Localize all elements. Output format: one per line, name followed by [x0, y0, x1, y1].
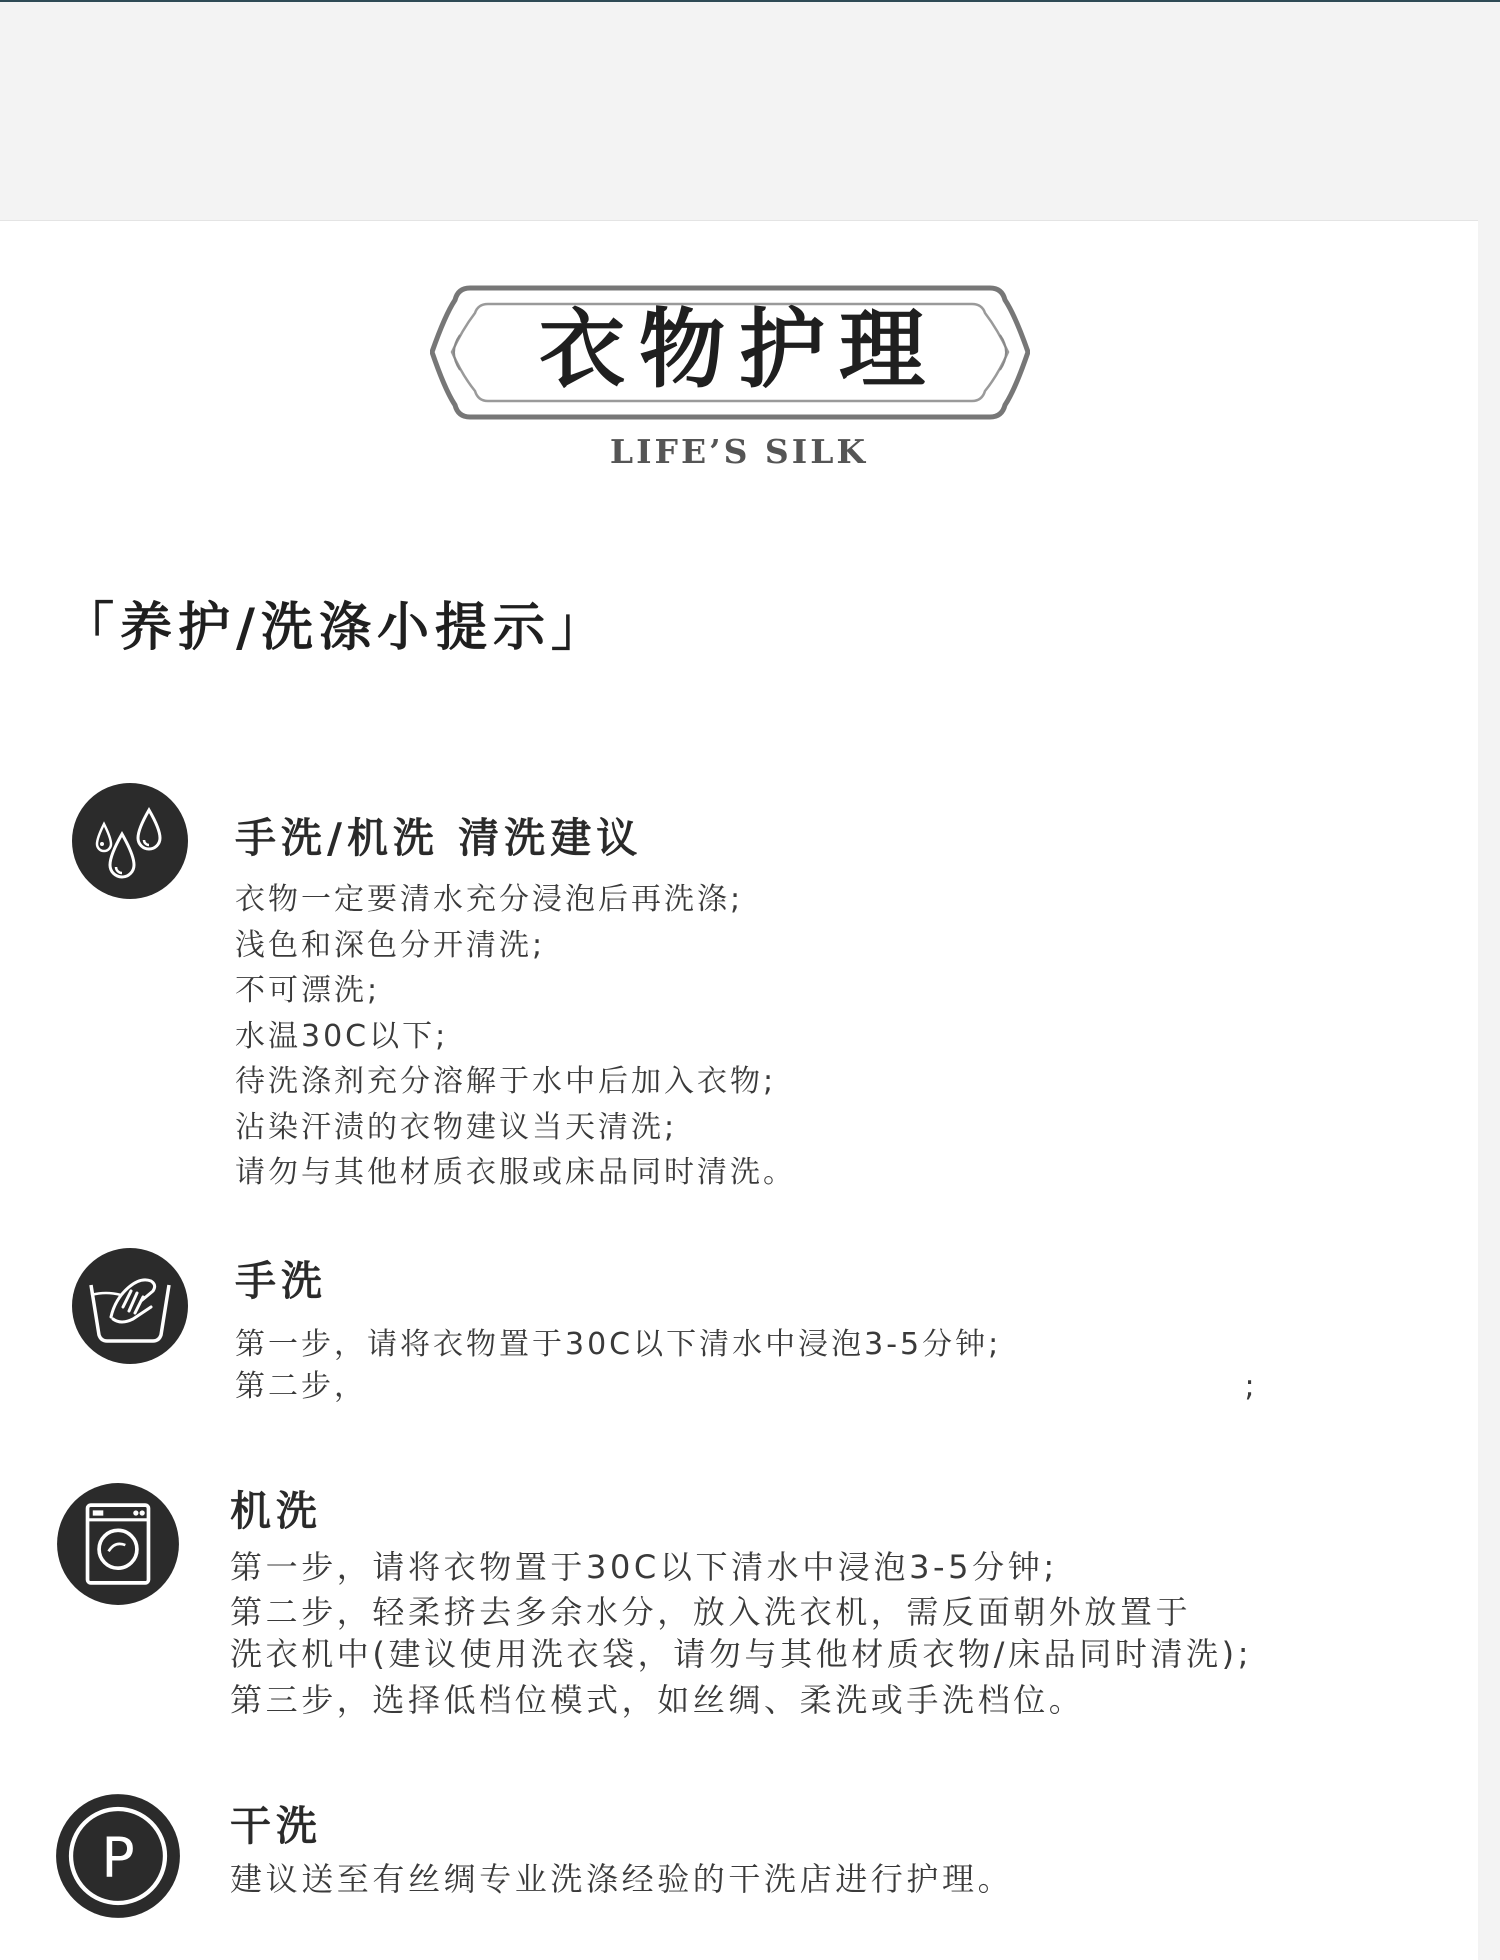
machine-wash-steps — [230, 1542, 1252, 1724]
list-item: 第二步，轻柔挤去多余水分，放入洗衣机，需反面朝外放置于 — [230, 1593, 1192, 1631]
list-item: 水温30C以下; — [235, 1018, 449, 1054]
list-item: 第一步，请将衣物置于30C以下清水中浸泡3-5分钟; — [230, 1548, 1058, 1586]
section-title-wash-advice: 手洗/机洗 清洗建议 — [235, 814, 643, 862]
list-item: 建议送至有丝绸专业洗涤经验的干洗店进行护理。 — [230, 1860, 1014, 1898]
dry-clean-advice — [230, 1856, 1013, 1902]
section-title-dry-clean: 干洗 — [230, 1802, 322, 1850]
dry-clean-letter: P — [101, 1825, 135, 1891]
section-title-hand-wash: 手洗 — [235, 1257, 327, 1305]
list-item: 第三步，选择低档位模式，如丝绸、柔洗或手洗档位。 — [230, 1681, 1085, 1719]
list-item: 第二步， ; — [235, 1369, 1258, 1404]
tips-heading: 「养护/洗涤小提示」 — [62, 598, 609, 658]
section-title-machine-wash: 机洗 — [230, 1487, 322, 1535]
hand-wash-steps — [235, 1324, 1258, 1408]
washing-machine-icon — [56, 1482, 180, 1606]
top-border-line — [0, 0, 1500, 2]
list-item: 衣物一定要清水充分浸泡后再洗涤; — [235, 882, 744, 917]
right-margin-strip — [1478, 220, 1500, 1959]
list-item: 不可漂洗; — [235, 973, 381, 1008]
wash-advice-list — [235, 877, 796, 1196]
list-item: 第一步，请将衣物置于30C以下清水中浸泡3-5分钟; — [235, 1327, 1002, 1362]
list-item: 请勿与其他材质衣服或床品同时清洗。 — [235, 1155, 796, 1190]
list-item: 沾染汗渍的衣物建议当天清洗; — [235, 1109, 678, 1145]
list-item: 洗衣机中(建议使用洗衣袋，请勿与其他材质衣物/床品同时清洗); — [230, 1635, 1253, 1673]
hand-wash-icon — [71, 1247, 189, 1365]
page-title: 衣物护理 — [539, 299, 939, 400]
dry-clean-p-icon — [55, 1793, 181, 1919]
list-item: 浅色和深色分开清洗; — [235, 927, 546, 963]
water-drops-icon — [71, 782, 189, 900]
list-item: 待洗涤剂充分溶解于水中后加入衣物; — [235, 1064, 777, 1099]
brand-subtitle: LIFE’S SILK — [609, 432, 869, 471]
